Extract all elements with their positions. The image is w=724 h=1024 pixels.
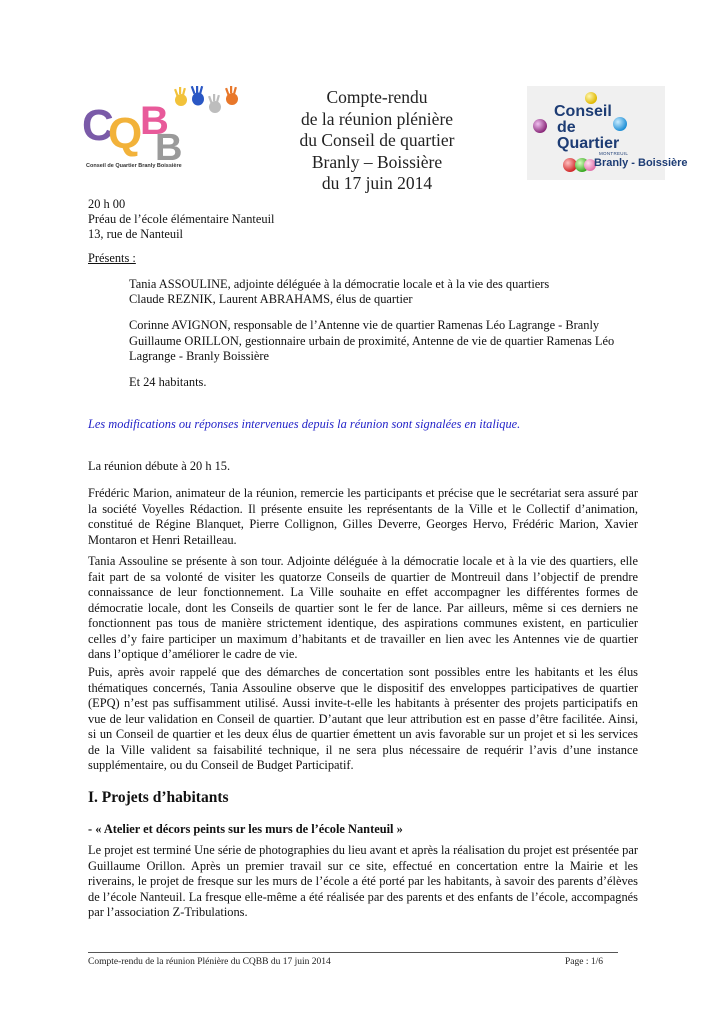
paragraph: Frédéric Marion, animateur de la réunion, remercie les participants et précise que le secrétariat sera assuré par la société Voyelles Rédaction. Il présente ensuite les représentants de la Ville et le Collectif d’animation, constitué de Régine Blanquet, Pierre Collignon, Gilles Deverre, Georges Hervo, Frédéric Marion, Xavier Montaron et Henri Retailleau. (88, 486, 638, 547)
page-number: Page : 1/6 (565, 957, 603, 967)
attendee-line: Claude REZNIK, Laurent ABRAHAMS, élus de quartier (129, 292, 413, 306)
hand-icon (191, 86, 204, 106)
logo-letter-b: B (140, 99, 169, 143)
logo-word: Conseil (554, 103, 612, 120)
logo-caption: Conseil de Quartier Branly Boissière (86, 163, 182, 169)
paragraph: Le projet est terminé Une série de photographies du lieu avant et après la réalisation du projet est présentée par Guillaume Orillon. Après un premier travail sur ce site, effectué en concertation entre la Mairie et les riverains, le projet de fresque sur les murs de l’école a été porté par les habitants, à savoir des parents d’élèves de l’école Nanteuil. La fresque elle-même a été réalisée par des parents et des enfants de l’école, accompagnés par l’association Z-Tribulations. (88, 843, 638, 919)
logo-letter-b2: B (155, 127, 183, 166)
meeting-address: 13, rue de Nanteuil (88, 227, 183, 241)
paragraph: Tania Assouline se présente à son tour. Adjointe déléguée à la démocratie locale et à la vie des quartiers, elle fait part de sa volonté de visiter les quatorze Conseils de quartier de Montreuil dans l’objectif de prendre connaissance de leur fonctionnement. La Ville souhaite en effet accompagner les différentes formes de démocratie locale, dont les Conseils de quartier sont le fer de lance. Par ailleurs, même si ces derniers ne fonctionnent pas tous de manière strictement identique, des aspirations communes existent, en particulier celles d’y faire participer un maximum d’habitants et de travailler en lien avec les Antennes vie de quartier dans l’optique d’améliorer le cadre de vie. (88, 554, 638, 661)
meeting-start: La réunion débute à 20 h 15. (88, 459, 231, 473)
title-line: de la réunion plénière (300, 108, 454, 129)
attendee-count: Et 24 habitants. (129, 375, 207, 389)
logo-city: MONTREUIL (599, 151, 629, 156)
hand-icon (174, 87, 187, 106)
attendee-paragraph: Corinne AVIGNON, responsable de l’Antenne vie de quartier Ramenas Léo Lagrange - Branly Guillaume ORILLON, gestionnaire urbain de proximité, Antenne de vie de quartier Ramenas Léo Lagrange - Branly Boissière (129, 318, 615, 363)
hand-icon (225, 86, 238, 105)
title-line: Branly – Boissière (311, 151, 443, 172)
meeting-place: Préau de l’école élémentaire Nanteuil (88, 212, 275, 226)
document-title (296, 87, 458, 195)
footer-title: Compte-rendu de la réunion Plénière du CQBB du 17 juin 2014 (88, 957, 331, 967)
italic-note: Les modifications ou réponses intervenues depuis la réunion sont signalées en italique. (88, 417, 521, 431)
logo-letter-c: C (82, 101, 114, 150)
sphere-icon (613, 117, 627, 131)
logo-word: de (557, 119, 576, 136)
paragraph: Puis, après avoir rappelé que des démarches de concertation sont possibles entre les habitants et les élus thématiques concernés, Tania Assouline observe que le dispositif des enveloppes participatives de quartier (EPQ) n’est pas suffisamment utilisé. Aussi invite-t-elle les habitants à présenter des projets participatifs en vue de leur validation en Conseil de quartier. D’autant que leur attribution est en passe d’être facilitée. Ainsi, si un Conseil de quartier et les deux élus de quartier émettent un avis favorable sur un projet et si les services de la Ville valident sa faisabilité technique, il ne sera plus nécessaire de requérir l’avis d’une instance supplémentaire, ou du Conseil de Budget Participatif. (88, 665, 638, 772)
logo-letter-q: Q (108, 109, 143, 158)
footer-divider (88, 952, 618, 953)
attendees-heading: Présents : (88, 251, 136, 265)
title-line: du Conseil de quartier (299, 130, 455, 150)
conseil-quartier-logo (527, 86, 688, 180)
attendee-line: Tania ASSOULINE, adjointe déléguée à la démocratie locale et à la vie des quartiers (129, 277, 550, 291)
sphere-icon (563, 158, 577, 172)
cqbb-logo (82, 86, 252, 178)
logo-word: Quartier (557, 135, 620, 152)
subsection-heading: - « Atelier et décors peints sur les murs de l’école Nanteuil » (88, 822, 403, 836)
section-heading: I. Projets d’habitants (88, 789, 229, 806)
cqbb-logo-graphic (82, 86, 252, 166)
meeting-time: 20 h 00 (88, 197, 126, 211)
logo-district: Branly - Boissière (594, 157, 688, 169)
title-line: Compte-rendu (326, 87, 428, 107)
sphere-icon (533, 119, 547, 133)
hand-icon (208, 94, 221, 113)
title-line: du 17 juin 2014 (321, 173, 433, 193)
